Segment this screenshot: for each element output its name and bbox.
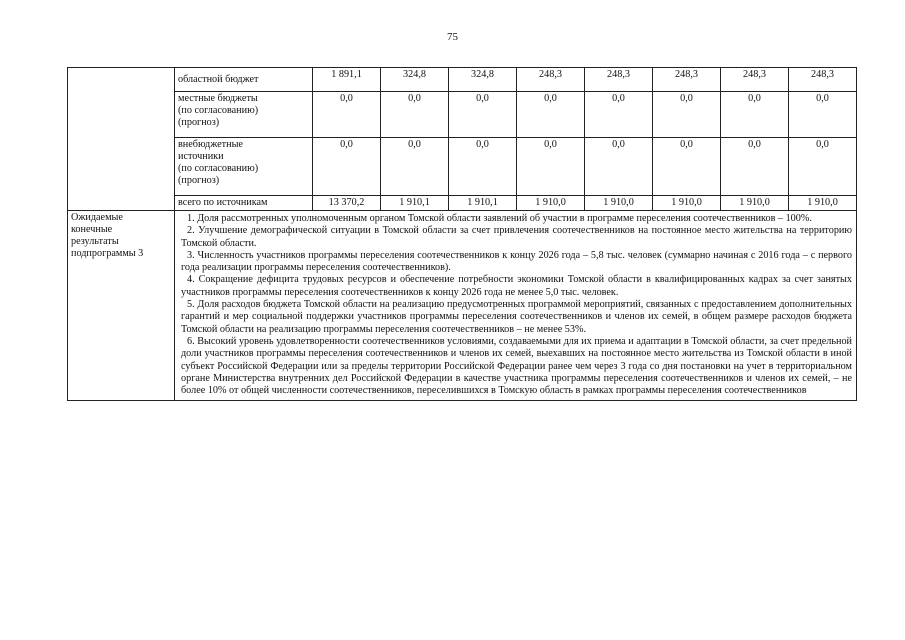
results-label: Ожидаемые конечные результаты подпрограммы 3: [68, 211, 175, 401]
value-cell: 0,0: [313, 138, 381, 196]
value-cell: 0,0: [653, 92, 721, 138]
expected-results-row: [68, 211, 857, 401]
value-cell: 0,0: [313, 92, 381, 138]
value-cell: 0,0: [449, 92, 517, 138]
value-cell: 0,0: [789, 92, 857, 138]
finance-row-local: [68, 92, 857, 138]
source-cell: местные бюджеты (по согласованию) (прогноз): [175, 92, 313, 138]
result-item: 1. Доля рассмотренных уполномоченным органом Томской области заявлений об участии в программе переселения соотечественников – 100%.: [187, 213, 812, 224]
value-cell: 0,0: [517, 92, 585, 138]
value-cell: 0,0: [449, 138, 517, 196]
value-cell: 248,3: [721, 68, 789, 92]
result-item: 5. Доля расходов бюджета Томской области на реализацию предусмотренных программой мероприятий, связанных с предоставлением дополнительных гарантий и мер социальной поддержки участников программы переселения соотечественников и членов их семей, в общем размере расходов бюджета Томской области на реализацию программы переселения соотечественников – не менее 53%.: [181, 299, 852, 335]
value-cell: 0,0: [585, 92, 653, 138]
value-cell: 0,0: [517, 138, 585, 196]
source-cell: внебюджетные источники (по согласованию) (прогноз): [175, 138, 313, 196]
value-cell: 1 910,0: [517, 196, 585, 211]
program-table: [67, 67, 857, 401]
result-item: 4. Сокращение дефицита трудовых ресурсов и обеспечение потребности экономики Томской области в квалифицированных кадрах за счет занятых участников программы переселения соотечественников к концу 2026 года не менее 5,0 тыс. человек.: [181, 274, 852, 298]
value-cell: 1 910,1: [449, 196, 517, 211]
value-cell: 0,0: [721, 138, 789, 196]
result-item: 6. Высокий уровень удовлетворенности соотечественников условиями, создаваемыми для их приема и адаптации в Томской области, за счет предельной доли участников программы переселения соотечественников и членов их семей, выехавших на постоянное место жительства из Томской области в иной субъект Российской Федерации или за пределы территории Российской Федерации ранее чем через 3 года со дня постановки на учет в территориальном органе Министерства внутренних дел Российской Федерации в качестве участника программы переселения соотечественников и членов их семей, – не более 10% от общей численности соотечественников, переселившихся в Томскую область в рамках программы переселения соотечественников: [181, 335, 852, 397]
results-text: [175, 211, 857, 401]
source-cell: всего по источникам: [175, 196, 313, 211]
value-cell: 248,3: [789, 68, 857, 92]
value-cell: 0,0: [789, 138, 857, 196]
value-cell: 248,3: [653, 68, 721, 92]
value-cell: 248,3: [585, 68, 653, 92]
value-cell: 0,0: [381, 138, 449, 196]
value-cell: 248,3: [517, 68, 585, 92]
value-cell: 324,8: [381, 68, 449, 92]
page-number: 75: [447, 31, 458, 43]
value-cell: 0,0: [721, 92, 789, 138]
value-cell: 0,0: [585, 138, 653, 196]
value-cell: 1 910,0: [653, 196, 721, 211]
value-cell: 1 910,0: [789, 196, 857, 211]
result-item: 2. Улучшение демографической ситуации в Томской области за счет привлечения соотечественников на постоянное место жительства на территорию Томской области.: [181, 225, 852, 249]
value-cell: 324,8: [449, 68, 517, 92]
finance-row-extrabudgetary: [68, 138, 857, 196]
finance-row-regional: [68, 68, 857, 92]
value-cell: 0,0: [653, 138, 721, 196]
value-cell: 1 891,1: [313, 68, 381, 92]
value-cell: 1 910,0: [721, 196, 789, 211]
value-cell: 0,0: [381, 92, 449, 138]
value-cell: 13 370,2: [313, 196, 381, 211]
finance-row-total: [68, 196, 857, 211]
source-cell: областной бюджет: [175, 68, 313, 92]
left-blank-cell: [68, 68, 175, 211]
result-item: 3. Численность участников программы переселения соотечественников к концу 2026 года – 5,8 тыс. человек (суммарно начиная с 2016 года – с первого года реализации программы переселения соотечественников).: [181, 249, 852, 274]
value-cell: 1 910,0: [585, 196, 653, 211]
value-cell: 1 910,1: [381, 196, 449, 211]
